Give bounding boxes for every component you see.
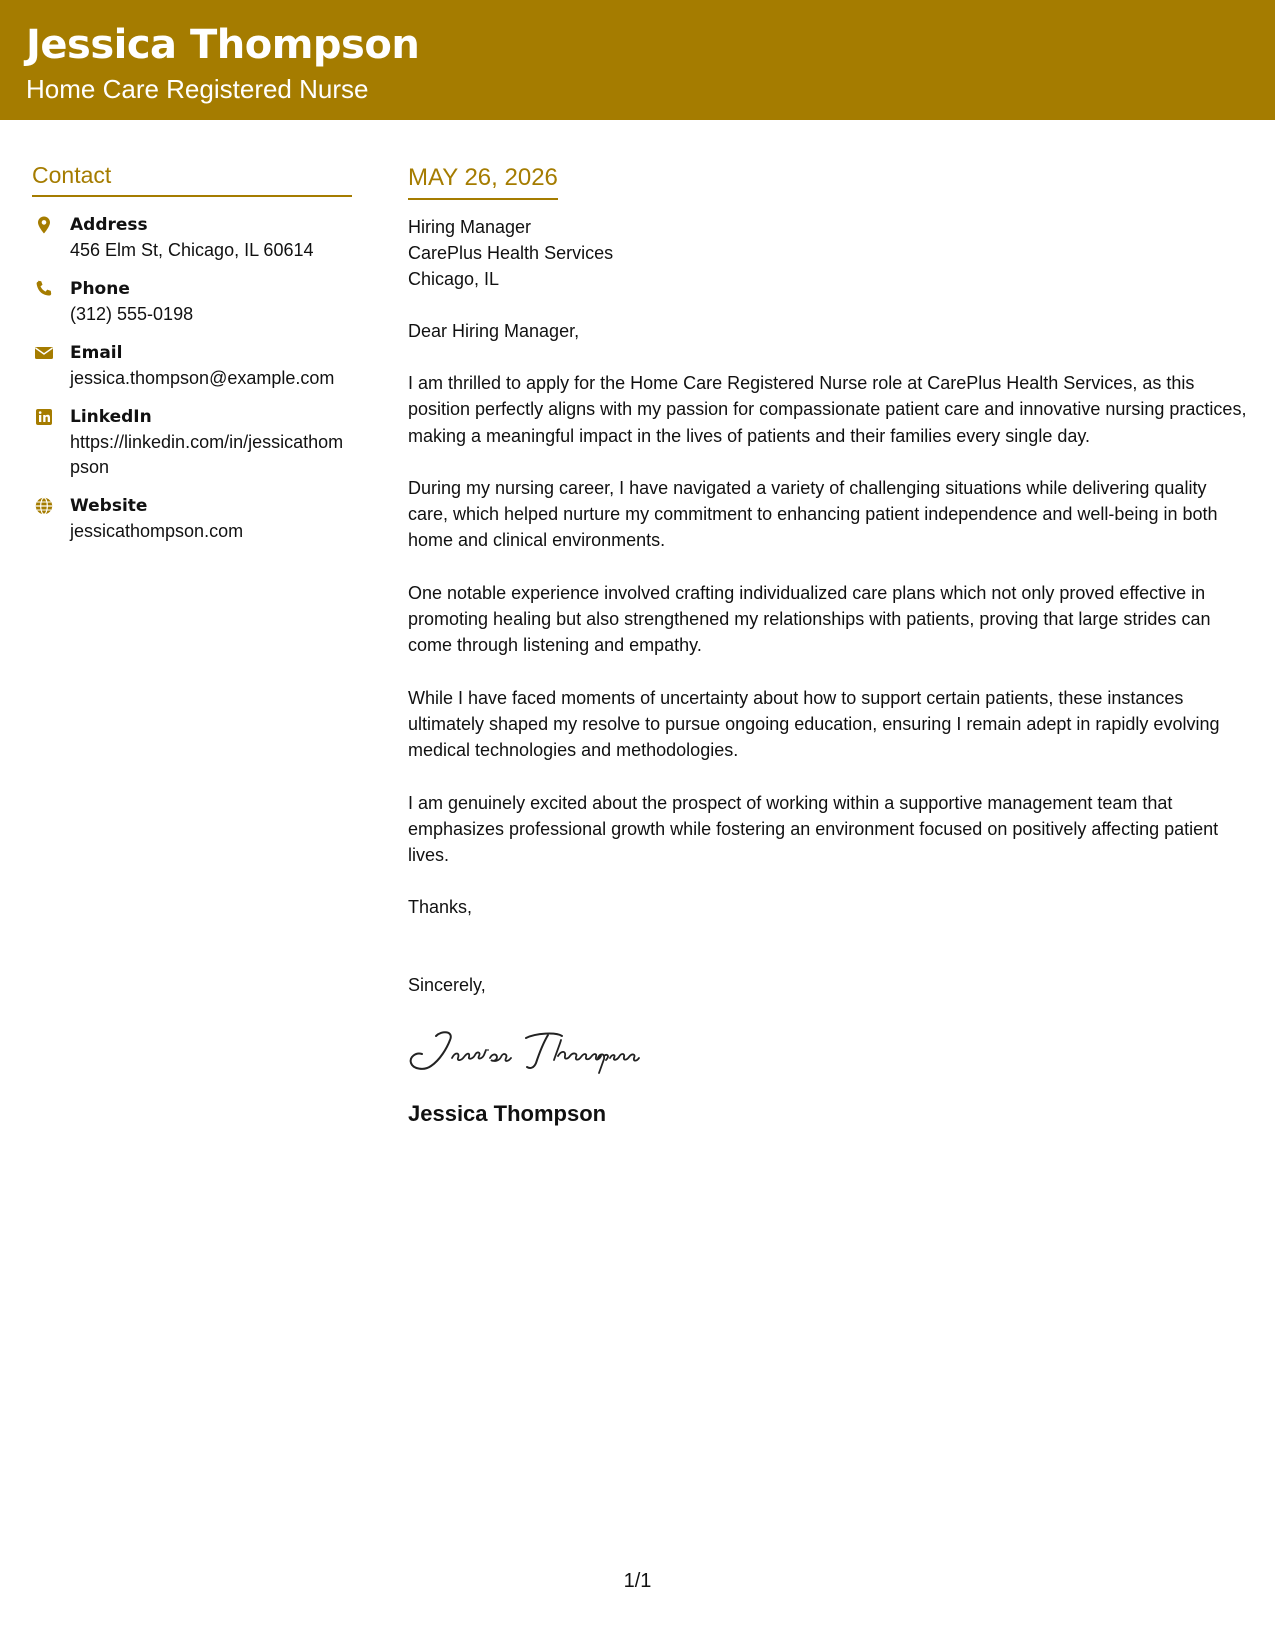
- closing-line: Sincerely,: [408, 975, 486, 996]
- recipient-block: [408, 214, 1248, 292]
- recipient-line: Hiring Manager: [408, 217, 532, 237]
- globe-icon: [34, 496, 54, 516]
- signed-name: Jessica Thompson: [408, 1101, 607, 1127]
- contact-sidebar: [32, 162, 352, 558]
- address-value: 456 Elm St, Chicago, IL 60614: [70, 240, 314, 260]
- email-value[interactable]: jessica.thompson@example.com: [70, 368, 335, 388]
- thanks-line: Thanks,: [408, 897, 473, 918]
- contact-website: [32, 494, 352, 544]
- page-number: 1/1: [623, 1570, 652, 1592]
- handwritten-signature: [408, 1026, 678, 1078]
- phone-value: (312) 555-0198: [70, 304, 194, 324]
- location-pin-icon: [34, 215, 54, 235]
- contact-section-title: Contact: [32, 162, 352, 197]
- website-value[interactable]: jessicathompson.com: [70, 521, 244, 541]
- contact-label: Address: [70, 215, 148, 235]
- recipient-line: CarePlus Health Services: [408, 243, 614, 263]
- linkedin-icon: [34, 407, 54, 427]
- applicant-name: Jessica Thompson: [26, 22, 420, 68]
- linkedin-value[interactable]: https://linkedin.com/in/jessicathompson: [70, 432, 344, 477]
- contact-email: [32, 341, 352, 391]
- contact-phone: [32, 277, 352, 327]
- envelope-icon: [34, 343, 54, 363]
- job-title: Home Care Registered Nurse: [26, 74, 369, 104]
- letter-body: [408, 164, 1248, 1127]
- contact-label: Phone: [70, 279, 130, 299]
- letter-paragraph: One notable experience involved crafting individualized care plans which not only proved effective in promoting healing but also strengthened my relationships with patients, proving that large strides can come through listening and empathy.: [408, 582, 1211, 656]
- letter-paragraph: I am thrilled to apply for the Home Care Registered Nurse role at CarePlus Health Services, as this position perfectly aligns with my passion for compassionate patient care and innovative nursing practices, making a meaningful impact in the lives of patients and their families every single day.: [408, 373, 1247, 446]
- letter-paragraph: While I have faced moments of uncertainty about how to support certain patients, these instances ultimately shaped my resolve to pursue ongoing education, ensuring I remain adept in rapidly evolving medical technologies and methodologies.: [408, 687, 1220, 761]
- contact-address: [32, 213, 352, 263]
- header-banner: [0, 0, 1275, 120]
- contact-label: LinkedIn: [70, 407, 152, 427]
- contact-label: Website: [70, 496, 148, 516]
- phone-icon: [34, 279, 54, 299]
- letter-paragraph: During my nursing career, I have navigated a variety of challenging situations while delivering quality care, which helped nurture my commitment to enhancing patient independence and well-being in both home and clinical environments.: [408, 477, 1218, 551]
- letter-paragraph: I am genuinely excited about the prospect of working within a supportive management team that emphasizes professional growth while fostering an environment focused on positively affecting patient lives.: [408, 792, 1219, 866]
- contact-linkedin: [32, 405, 352, 480]
- recipient-line: Chicago, IL: [408, 269, 500, 289]
- salutation: Dear Hiring Manager,: [408, 321, 580, 341]
- contact-label: Email: [70, 343, 123, 363]
- letter-date: MAY 26, 2026: [408, 164, 558, 200]
